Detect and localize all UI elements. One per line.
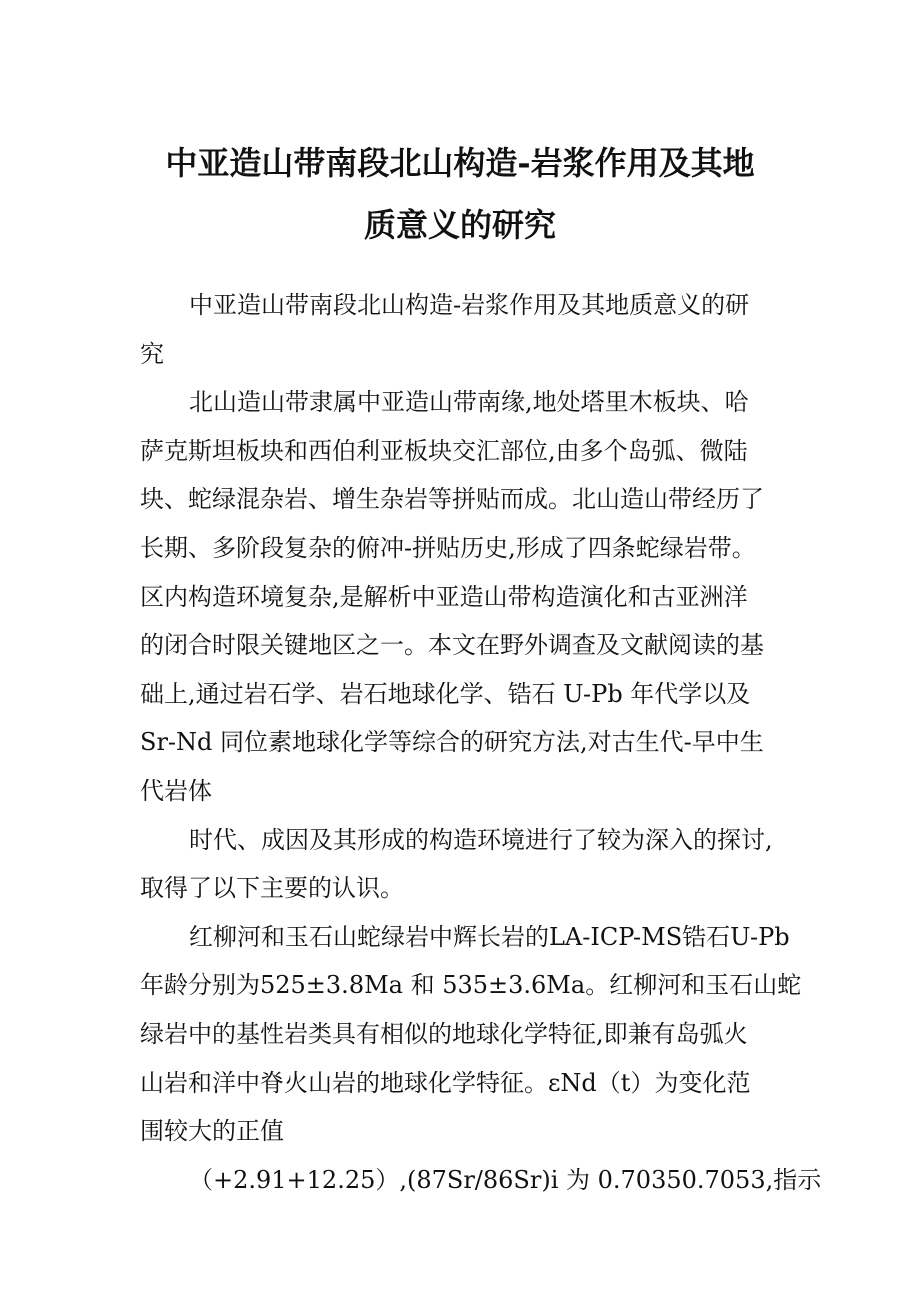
- text-line: 萨克斯坦板块和西伯利亚板块交汇部位,由多个岛弧、微陆: [140, 436, 748, 465]
- text-line: Sr-Nd 同位素地球化学等综合的研究方法,对古生代-早中生: [140, 728, 764, 757]
- paragraph: [140, 378, 790, 815]
- title-line: 中亚造山带南段北山构造-岩浆作用及其地: [165, 144, 755, 182]
- text-line: 北山造山带隶属中亚造山带南缘,地处塔里木板块、哈: [189, 388, 749, 417]
- text-line: 时代、成因及其形成的构造环境进行了较为深入的探讨,: [189, 825, 773, 854]
- paragraph: [140, 913, 802, 1156]
- paragraph: [140, 816, 790, 913]
- text-line: 中亚造山带南段北山构造-岩浆作用及其地质意义的研: [189, 291, 750, 319]
- text-line: 的闭合时限关键地区之一。本文在野外调查及文献阅读的基: [140, 631, 764, 660]
- text-line: 代岩体: [140, 776, 212, 805]
- text-line: （+2.91+12.25）,(87Sr/86Sr)i 为 0.70350.7053,指示: [189, 1165, 822, 1194]
- paragraph: [140, 281, 790, 378]
- text-line: 区内构造环境复杂,是解析中亚造山带构造演化和古亚洲洋: [140, 582, 748, 611]
- text-line: 长期、多阶段复杂的俯冲-拼贴历史,形成了四条蛇绿岩带。: [140, 533, 756, 562]
- document-body: [140, 281, 822, 1204]
- text-line: 年龄分别为525±3.8Ma 和 535±3.6Ma。红柳河和玉石山蛇: [140, 971, 802, 1000]
- text-line: 础上,通过岩石学、岩石地球化学、锆石 U-Pb 年代学以及: [140, 679, 751, 708]
- text-line: 山岩和洋中脊火山岩的地球化学特征。εNd（t）为变化范: [140, 1068, 751, 1097]
- text-line: 红柳河和玉石山蛇绿岩中辉长岩的LA-ICP-MS锆石U-Pb: [189, 922, 790, 951]
- title-line: 质意义的研究: [363, 206, 556, 244]
- text-line: 取得了以下主要的认识。: [140, 874, 404, 903]
- text-line: 究: [140, 339, 164, 368]
- document-title: [0, 132, 920, 256]
- text-line: 块、蛇绿混杂岩、增生杂岩等拼贴而成。北山造山带经历了: [140, 485, 764, 514]
- paragraph: [140, 1156, 822, 1205]
- text-line: 绿岩中的基性岩类具有相似的地球化学特征,即兼有岛弧火: [140, 1019, 748, 1048]
- text-line: 围较大的正值: [140, 1117, 284, 1146]
